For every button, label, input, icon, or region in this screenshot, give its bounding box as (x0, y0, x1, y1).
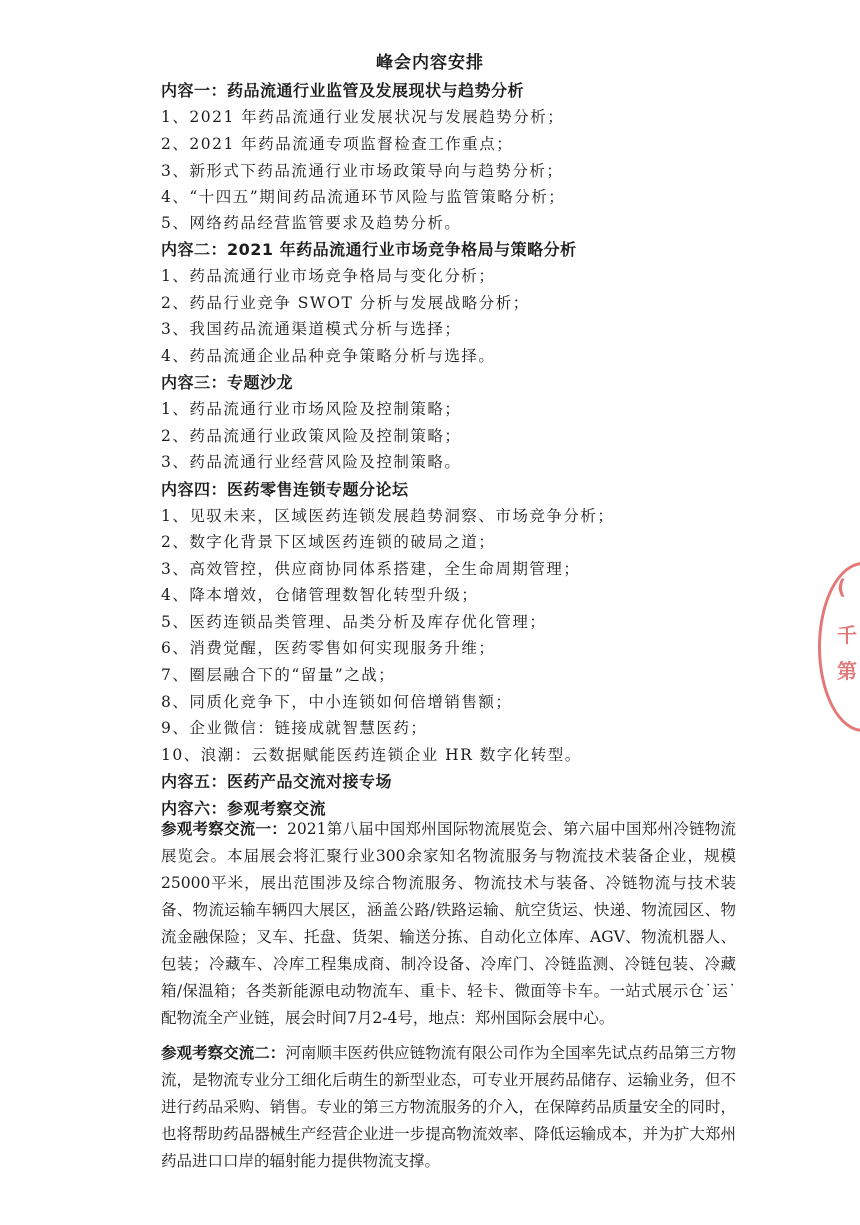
section-heading-6: 内容六：参观考察交流 (161, 799, 327, 818)
list-item: 4、“十四五”期间药品流通环节风险与监管策略分析； (161, 188, 566, 206)
red-seal-stamp: ( 千 第 (818, 562, 860, 732)
list-item: 7、圈层融合下的“留量”之战； (161, 666, 396, 684)
section-heading-3: 内容三：专题沙龙 (161, 373, 294, 392)
list-item: 4、药品流通企业品种竞争策略分析与选择。 (161, 347, 496, 365)
list-item: 1、2021 年药品流通行业发展状况与发展趋势分析； (161, 108, 565, 126)
section-heading-2: 内容二：2021 年药品流通行业市场竞争格局与策略分析 (161, 240, 577, 259)
section-heading-4: 内容四：医药零售连锁专题分论坛 (161, 480, 409, 499)
list-item: 3、药品流通行业经营风险及控制策略。 (161, 453, 462, 471)
visit-lead-2: 参观考察交流二： (161, 1044, 286, 1062)
list-item: 4、降本增效，仓储管理数智化转型升级； (161, 586, 479, 604)
list-item: 5、网络药品经营监管要求及趋势分析。 (161, 214, 462, 232)
list-item: 3、我国药品流通渠道模式分析与选择； (161, 320, 462, 338)
list-item: 2、2021 年药品流通专项监督检查工作重点； (161, 135, 514, 153)
list-item: 9、企业微信：链接成就智慧医药； (161, 719, 428, 737)
list-item: 3、高效管控，供应商协同体系搭建，全生命周期管理； (161, 560, 581, 578)
section-heading-1: 内容一：药品流通行业监管及发展现状与趋势分析 (161, 81, 525, 100)
section-heading-5: 内容五：医药产品交流对接专场 (161, 772, 393, 791)
list-item: 6、消费觉醒，医药零售如何实现服务升维； (161, 639, 496, 657)
visit-paragraph-1 (161, 816, 736, 1032)
list-item: 5、医药连锁品类管理、品类分析及库存优化管理； (161, 613, 547, 631)
list-item: 2、数字化背景下区域医药连锁的破局之道； (161, 533, 496, 551)
list-item: 1、药品流通行业市场竞争格局与变化分析； (161, 267, 496, 285)
list-item: 1、药品流通行业市场风险及控制策略； (161, 400, 462, 418)
list-item: 1、见驭未来，区域医药连锁发展趋势洞察、市场竞争分析； (161, 507, 615, 525)
visit-text-1: 2021第八届中国郑州国际物流展览会、第六届中国郑州冷链物流展览会。本届展会将汇聚行业300余家知名物流服务与物流技术装备企业，规模25000平米，展出范围涉及综合物流服务、物流技术与装备、冷链物流与技术装备、物流运输车辆四大展区，涵盖公路/铁路运输、航空货运、快递、物流园区、物流金融保险；叉车、托盘、货架、输送分拣、自动化立体库、AGV、物流机器人、包装；冷藏车、冷库工程集成商、制冷设备、冷库门、冷链监测、冷链包装、冷藏箱/保温箱；各类新能源电动物流车、重卡、轻卡、微面等卡车。一站式展示仓˙运˙配物流全产业链，展会时间7月2-4号，地点：郑州国际会展中心。 (161, 820, 736, 1027)
visit-lead-1: 参观考察交流一： (161, 820, 288, 838)
page-title: 峰会内容安排 (376, 53, 484, 73)
list-item: 3、新形式下药品流通行业市场政策导向与趋势分析； (161, 162, 564, 180)
list-item: 2、药品流通行业政策风险及控制策略； (161, 427, 462, 445)
visit-text-2: 河南顺丰医药供应链物流有限公司作为全国率先试点药品第三方物流，是物流专业分工细化后萌生的新型业态，可专业开展药品储存、运输业务，但不进行药品采购、销售。专业的第三方物流服务的介入，在保障药品质量安全的同时，也将帮助药品器械生产经营企业进一步提高物流效率、降低运输成本，并为扩大郑州药品进口口岸的辐射能力提供物流支撑。 (161, 1044, 736, 1170)
list-item: 10、浪潮：云数据赋能医药连锁企业 HR 数字化转型。 (161, 746, 582, 764)
visit-paragraph-2 (161, 1040, 736, 1175)
list-item: 8、同质化竞争下，中小连锁如何倍增销售额； (161, 693, 513, 711)
list-item: 2、药品行业竞争 SWOT 分析与发展战略分析； (161, 294, 530, 312)
